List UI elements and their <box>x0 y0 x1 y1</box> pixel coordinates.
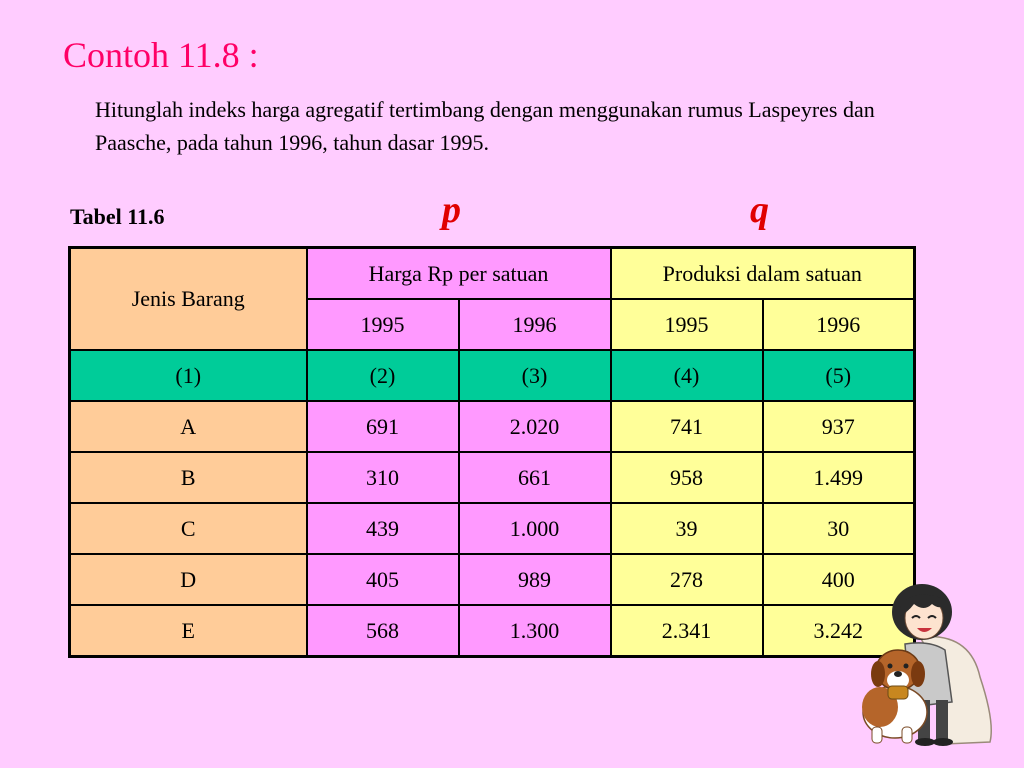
item-name-cell: B <box>70 452 307 503</box>
quantity-symbol: q <box>750 189 769 231</box>
price-1995-cell: 405 <box>307 554 459 605</box>
year-cell: 1995 <box>611 299 763 350</box>
production-1995-cell: 741 <box>611 401 763 452</box>
price-1996-cell: 989 <box>459 554 611 605</box>
index-cell: (1) <box>70 350 307 401</box>
production-1996-cell: 937 <box>763 401 915 452</box>
year-cell: 1996 <box>459 299 611 350</box>
production-1995-cell: 278 <box>611 554 763 605</box>
price-1996-cell: 1.000 <box>459 503 611 554</box>
index-cell: (5) <box>763 350 915 401</box>
table-row <box>70 554 915 605</box>
index-cell: (3) <box>459 350 611 401</box>
price-1995-cell: 691 <box>307 401 459 452</box>
price-1995-cell: 568 <box>307 605 459 657</box>
table-header-row <box>70 248 915 300</box>
index-cell: (2) <box>307 350 459 401</box>
year-cell: 1996 <box>763 299 915 350</box>
production-1996-cell: 400 <box>763 554 915 605</box>
table-label: Tabel 11.6 <box>70 204 165 229</box>
index-cell: (4) <box>611 350 763 401</box>
item-name-cell: D <box>70 554 307 605</box>
item-name-cell: A <box>70 401 307 452</box>
girl-with-dog-icon <box>850 582 1000 747</box>
production-1995-cell: 958 <box>611 452 763 503</box>
price-1995-cell: 310 <box>307 452 459 503</box>
production-1995-cell: 39 <box>611 503 763 554</box>
slide-title: Contoh 11.8 : <box>63 35 259 75</box>
table-row <box>70 503 915 554</box>
table-index-row <box>70 350 915 401</box>
price-production-table <box>68 246 916 658</box>
price-1995-cell: 439 <box>307 503 459 554</box>
production-1996-cell: 3.242 <box>763 605 915 657</box>
production-1996-cell: 30 <box>763 503 915 554</box>
header-harga: Harga Rp per satuan <box>307 248 611 300</box>
production-1995-cell: 2.341 <box>611 605 763 657</box>
header-jenis-barang: Jenis Barang <box>70 248 307 351</box>
price-1996-cell: 2.020 <box>459 401 611 452</box>
table-row <box>70 605 915 657</box>
price-1996-cell: 661 <box>459 452 611 503</box>
item-name-cell: C <box>70 503 307 554</box>
item-name-cell: E <box>70 605 307 657</box>
header-produksi: Produksi dalam satuan <box>611 248 915 300</box>
year-cell: 1995 <box>307 299 459 350</box>
table-row <box>70 401 915 452</box>
production-1996-cell: 1.499 <box>763 452 915 503</box>
table-row <box>70 452 915 503</box>
problem-statement: Hitunglah indeks harga agregatif tertimbang dengan menggunakan rumus Laspeyres dan Paasche, pada tahun 1996, tahun dasar 1995. <box>95 97 875 155</box>
price-1996-cell: 1.300 <box>459 605 611 657</box>
price-symbol: p <box>442 189 461 231</box>
